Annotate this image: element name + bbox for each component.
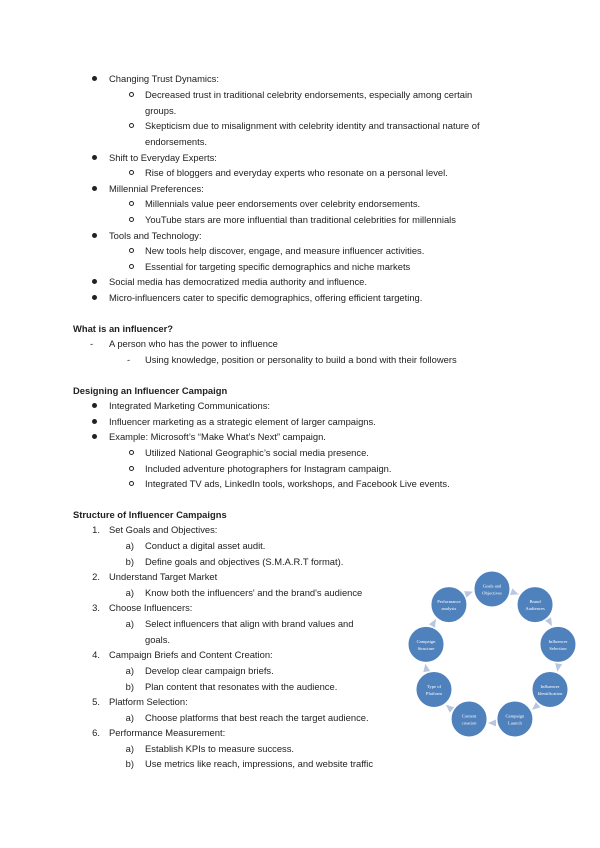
step-sub-item: Establish KPIs to measure success.	[145, 743, 295, 754]
step-title: Performance Measurement:	[109, 727, 226, 738]
sub-list-item: Essential for targeting specific demographics and niche markets	[145, 261, 411, 272]
cycle-node-label: Campaign	[416, 638, 436, 644]
cycle-node-label: creation	[461, 720, 477, 726]
step-sub-item-continued: goals.	[145, 634, 171, 645]
list-item: Social media has democratized media authority and influence.	[109, 276, 367, 287]
step-sub-marker: a)	[125, 712, 134, 723]
bullet-icon	[92, 295, 97, 300]
cycle-node-label: Influencer	[540, 684, 560, 689]
cycle-arrow-icon	[423, 664, 430, 672]
cycle-node-label: Campaign	[505, 713, 525, 719]
sub-bullet-icon	[129, 201, 134, 206]
step-sub-item: Develop clear campaign briefs.	[145, 665, 274, 676]
bullet-icon	[92, 419, 97, 424]
cycle-node-label: Goals and	[482, 583, 502, 589]
step-sub-item: Use metrics like reach, impressions, and website traffic	[145, 758, 374, 769]
step-title: Platform Selection:	[109, 696, 188, 707]
cycle-node-circle	[408, 626, 444, 662]
cycle-node-circle	[416, 672, 452, 708]
sub-bullet-icon	[129, 170, 134, 175]
bullet-icon	[92, 403, 97, 408]
cycle-node	[431, 587, 467, 623]
step-sub-item: Choose platforms that best reach the target audience.	[145, 712, 369, 723]
sub-list-item: Integrated TV ads, LinkedIn tools, workshops, and Facebook Live events.	[145, 478, 450, 489]
step-sub-item: Select influencers that align with brand values and	[145, 618, 354, 629]
cycle-node-label: Launch	[508, 720, 522, 726]
cycle-node-label: Influencer	[548, 638, 568, 644]
list-item: A person who has the power to influence	[109, 338, 278, 349]
step-number: 5.	[92, 696, 100, 707]
bullet-icon	[92, 155, 97, 160]
sub-list-item: New tools help discover, engage, and measure influencer activities.	[145, 245, 425, 256]
cycle-node-label: Selection	[549, 645, 567, 651]
step-sub-item: Plan content that resonates with the audience.	[145, 681, 338, 692]
cycle-arrow-icon	[555, 663, 562, 671]
cycle-node-label: Performance	[437, 599, 461, 605]
sub-bullet-icon	[129, 92, 134, 97]
cycle-node-circle	[497, 701, 533, 737]
dash-marker: -	[127, 354, 131, 365]
bullet-icon	[92, 434, 97, 439]
step-title: Choose Influencers:	[109, 602, 193, 613]
sub-list-item: Skepticism due to misalignment with celebrity identity and transactional nature of	[145, 120, 480, 131]
step-sub-marker: a)	[125, 587, 134, 598]
step-sub-marker: b)	[125, 681, 134, 692]
cycle-node	[451, 701, 487, 737]
step-sub-item: Define goals and objectives (S.M.A.R.T format).	[145, 556, 344, 567]
cycle-node-label: Brand	[529, 599, 541, 605]
step-sub-marker: b)	[125, 758, 134, 769]
cycle-node-label: Audiences	[525, 606, 545, 612]
cycle-node	[497, 701, 533, 737]
step-number: 3.	[92, 602, 100, 613]
list-item: Example: Microsoft’s “Make What’s Next” campaign.	[109, 431, 326, 442]
sub-list-item: YouTube stars are more influential than traditional celebrities for millennials	[145, 214, 456, 225]
step-number: 2.	[92, 571, 100, 582]
bullet-icon	[92, 233, 97, 238]
section-heading: Structure of Influencer Campaigns	[73, 509, 227, 520]
sub-bullet-icon	[129, 481, 134, 486]
cycle-node	[532, 672, 568, 708]
step-number: 4.	[92, 649, 100, 660]
sub-list-item: Millennials value peer endorsements over celebrity endorsements.	[145, 198, 421, 209]
step-sub-marker: b)	[125, 556, 134, 567]
sub-list-item: Decreased trust in traditional celebrity endorsements, especially among certain	[145, 89, 473, 100]
sub-bullet-icon	[129, 217, 134, 222]
list-item: Micro-influencers cater to specific demographics, offering efficient targeting.	[109, 292, 423, 303]
cycle-node-label: Content	[461, 713, 477, 719]
list-item: Integrated Marketing Communications:	[109, 400, 271, 411]
sub-bullet-icon	[129, 450, 134, 455]
step-number: 6.	[92, 727, 100, 738]
cycle-node-label: Objectives	[482, 590, 502, 596]
sub-list-item: Utilized National Geographic’s social media presence.	[145, 447, 369, 458]
bullet-icon	[92, 76, 97, 81]
sub-list-item: Rise of bloggers and everyday experts who resonate on a personal level.	[145, 167, 448, 178]
list-item: Millennial Preferences:	[109, 183, 204, 194]
cycle-node-label: Type of	[426, 684, 442, 689]
sub-bullet-icon	[129, 123, 134, 128]
step-sub-marker: a)	[125, 540, 134, 551]
step-sub-item: Conduct a digital asset audit.	[145, 540, 266, 551]
sub-list-item: Using knowledge, position or personality to build a bond with their followers	[145, 354, 457, 365]
section-heading: What is an influencer?	[73, 323, 174, 334]
list-item: Tools and Technology:	[109, 230, 202, 241]
step-sub-item: Know both the influencers' and the brand's audience	[145, 587, 363, 598]
step-sub-marker: a)	[125, 743, 134, 754]
cycle-node-label: Structure	[417, 645, 435, 651]
sub-list-item: Included adventure photographers for Instagram campaign.	[145, 463, 392, 474]
step-title: Understand Target Market	[109, 571, 218, 582]
sub-bullet-icon	[129, 264, 134, 269]
step-sub-marker: a)	[125, 665, 134, 676]
cycle-node-label: analysis	[441, 606, 457, 612]
bullet-icon	[92, 279, 97, 284]
cycle-node-circle	[451, 701, 487, 737]
cycle-arrow-icon	[510, 588, 519, 595]
cycle-node-circle	[540, 626, 576, 662]
cycle-node	[540, 626, 576, 662]
dash-marker: -	[90, 338, 94, 349]
list-item: Influencer marketing as a strategic element of larger campaigns.	[109, 416, 376, 427]
list-item: Changing Trust Dynamics:	[109, 73, 219, 84]
cycle-node-circle	[532, 672, 568, 708]
sub-bullet-icon	[129, 248, 134, 253]
cycle-node	[408, 626, 444, 662]
sub-list-item-continued: endorsements.	[145, 136, 208, 147]
list-item: Shift to Everyday Experts:	[109, 152, 217, 163]
bullet-icon	[92, 186, 97, 191]
cycle-node	[474, 571, 510, 607]
step-sub-marker: a)	[125, 618, 134, 629]
cycle-arrow-icon	[488, 720, 496, 727]
step-title: Set Goals and Objectives:	[109, 524, 218, 535]
cycle-node	[416, 672, 452, 708]
section-heading: Designing an Influencer Campaign	[73, 385, 228, 396]
cycle-node-circle	[431, 587, 467, 623]
sub-bullet-icon	[129, 466, 134, 471]
step-title: Campaign Briefs and Content Creation:	[109, 649, 273, 660]
sub-list-item-continued: groups.	[145, 105, 177, 116]
cycle-node	[517, 587, 553, 623]
campaign-cycle-diagram	[396, 566, 584, 746]
step-number: 1.	[92, 524, 100, 535]
cycle-node-label: Identification	[537, 691, 563, 696]
cycle-node-circle	[517, 587, 553, 623]
cycle-node-circle	[474, 571, 510, 607]
cycle-node-label: Platform	[425, 691, 443, 696]
